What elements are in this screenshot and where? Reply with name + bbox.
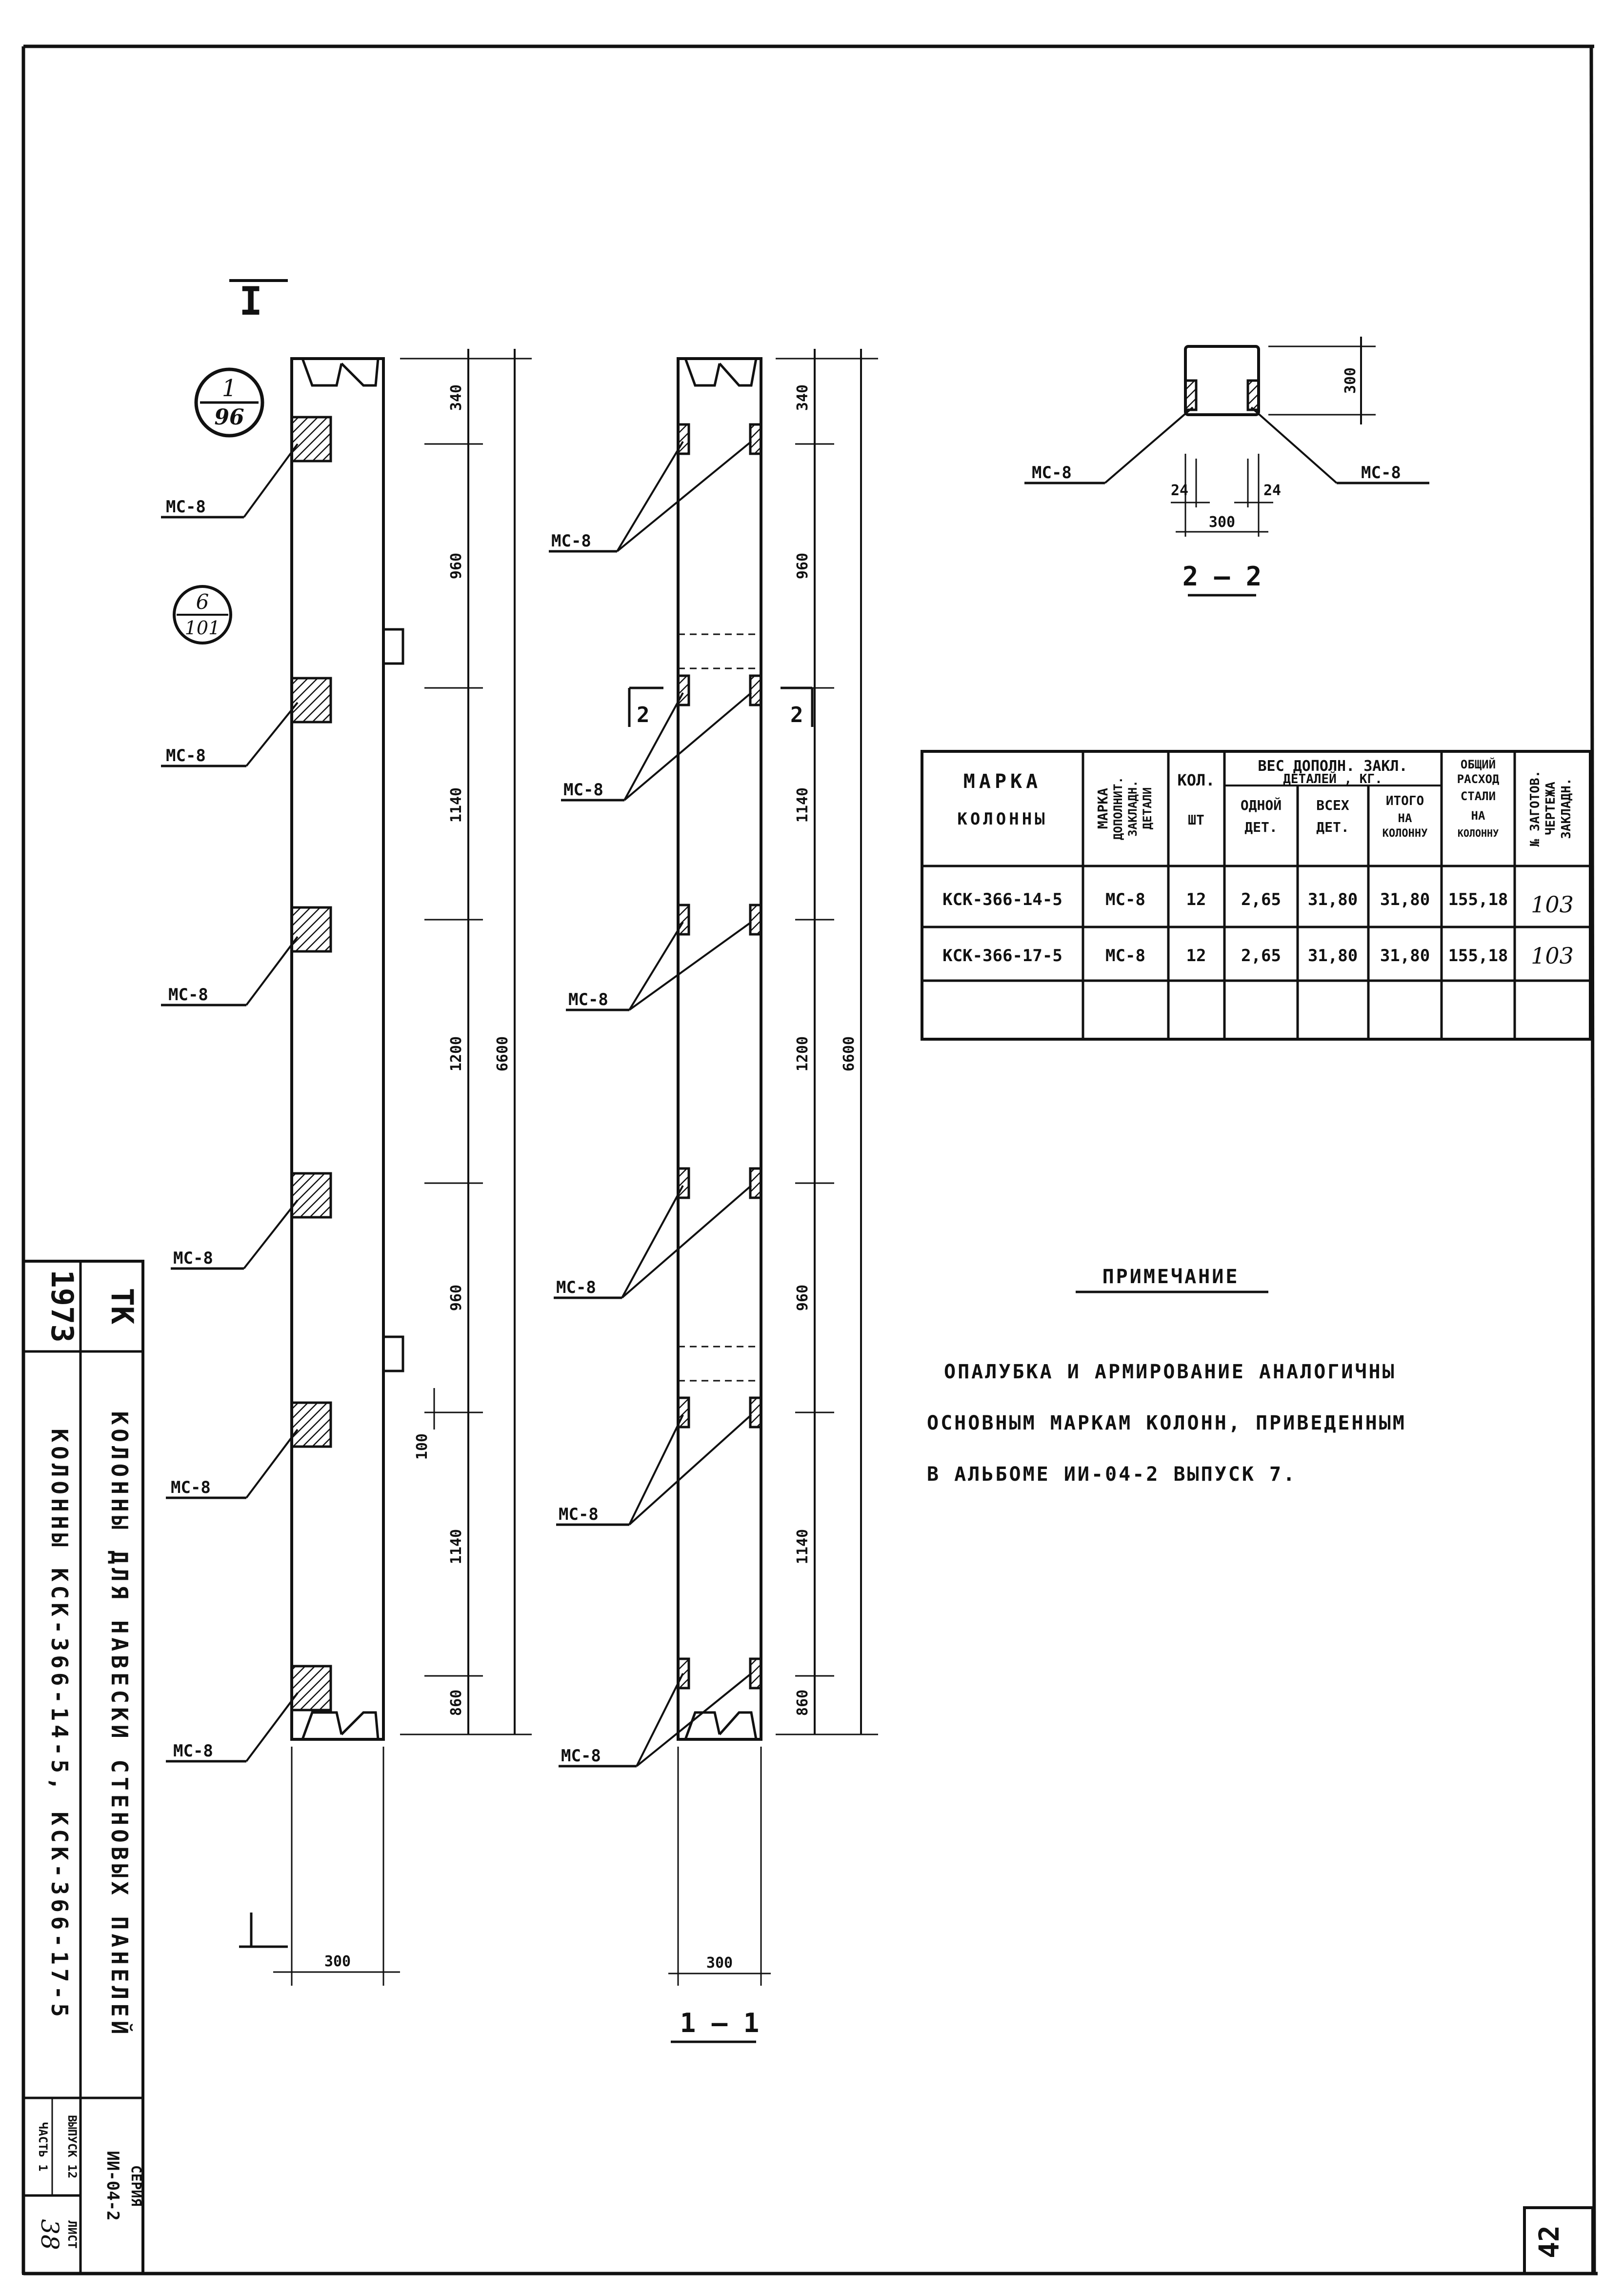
elevation-dimensions xyxy=(239,349,532,1986)
svg-text:СЕРИЯ: СЕРИЯ xyxy=(128,2165,144,2207)
svg-text:ОДНОЙ: ОДНОЙ xyxy=(1240,797,1282,813)
svg-text:МС-8: МС-8 xyxy=(551,531,591,551)
svg-text:1200: 1200 xyxy=(794,1036,811,1072)
svg-text:МС-8: МС-8 xyxy=(556,1278,596,1297)
title-block xyxy=(23,1261,144,2274)
embedded-label: МС-8 xyxy=(171,1478,211,1497)
svg-text:ДЕТАЛЕЙ , КГ.: ДЕТАЛЕЙ , КГ. xyxy=(1283,772,1383,786)
svg-text:ВЕС ДОПОЛН. ЗАКЛ.: ВЕС ДОПОЛН. ЗАКЛ. xyxy=(1258,758,1408,775)
svg-text:КОЛОННЫ: КОЛОННЫ xyxy=(957,809,1048,829)
svg-text:2: 2 xyxy=(790,703,803,727)
svg-text:6600: 6600 xyxy=(494,1036,511,1072)
embedded-label: МС-8 xyxy=(168,985,208,1005)
svg-text:96: 96 xyxy=(214,405,244,430)
title-line-2: КОЛОННЫ КСК-366-14-5, КСК-366-17-5 xyxy=(46,1429,73,2021)
table-row xyxy=(942,890,1574,918)
svg-text:1140: 1140 xyxy=(794,787,811,823)
svg-text:12: 12 xyxy=(1186,946,1206,966)
svg-text:ЗАКЛАДН.: ЗАКЛАДН. xyxy=(1126,780,1140,837)
svg-text:300: 300 xyxy=(1342,367,1359,394)
svg-text:КСК-366-17-5: КСК-366-17-5 xyxy=(942,946,1062,966)
svg-text:СТАЛИ: СТАЛИ xyxy=(1460,789,1496,803)
svg-text:ДОПОЛНИТ.: ДОПОЛНИТ. xyxy=(1111,776,1125,841)
embedded-label: МС-8 xyxy=(166,497,206,517)
svg-text:МС-8: МС-8 xyxy=(1105,946,1145,966)
note-title: ПРИМЕЧАНИЕ xyxy=(1102,1266,1240,1288)
svg-text:103: 103 xyxy=(1531,943,1574,969)
svg-text:ЧАСТЬ 1: ЧАСТЬ 1 xyxy=(36,2122,50,2172)
column-elevation xyxy=(161,279,532,1986)
svg-text:В АЛЬБОМЕ ИИ-04-2 ВЫПУСК 7.: В АЛЬБОМЕ ИИ-04-2 ВЫПУСК 7. xyxy=(927,1463,1297,1486)
svg-text:КОЛОННУ: КОЛОННУ xyxy=(1457,827,1499,839)
svg-text:ОБЩИЙ: ОБЩИЙ xyxy=(1460,758,1496,771)
svg-text:ДЕТ.: ДЕТ. xyxy=(1316,819,1349,835)
elevation-leaders xyxy=(161,444,298,1761)
page-number-box xyxy=(1524,2208,1593,2274)
embedded-plate xyxy=(292,417,331,461)
page-number: 42 xyxy=(1534,2225,1565,2258)
svg-text:300: 300 xyxy=(1208,514,1236,531)
embedded-plate xyxy=(292,907,331,951)
svg-text:ДЕТАЛИ: ДЕТАЛИ xyxy=(1141,787,1154,830)
svg-text:1200: 1200 xyxy=(448,1036,465,1072)
svg-text:960: 960 xyxy=(448,1284,465,1311)
svg-text:300: 300 xyxy=(706,1954,733,1972)
spec-table xyxy=(922,751,1590,1039)
svg-text:МС-8: МС-8 xyxy=(1361,463,1401,483)
svg-text:МАРКА: МАРКА xyxy=(963,770,1042,793)
svg-text:340: 340 xyxy=(794,384,811,411)
svg-text:2: 2 xyxy=(637,703,650,727)
svg-text:МС-8: МС-8 xyxy=(559,1505,599,1524)
svg-text:2,65: 2,65 xyxy=(1241,946,1281,966)
embedded-label: МС-8 xyxy=(173,1249,213,1268)
svg-text:МАРКА: МАРКА xyxy=(1095,787,1111,829)
embedded-plate xyxy=(292,1666,331,1710)
svg-text:31,80: 31,80 xyxy=(1380,946,1430,966)
svg-text:100: 100 xyxy=(414,1433,431,1460)
sheet-number: 38 xyxy=(36,2219,64,2250)
svg-text:КСК-366-14-5: КСК-366-14-5 xyxy=(942,890,1062,909)
section-leaders xyxy=(549,442,751,1766)
note-block xyxy=(927,1266,1406,1486)
svg-text:ЛИСТ: ЛИСТ xyxy=(65,2220,79,2249)
svg-text:ОСНОВНЫМ МАРКАМ КОЛОНН, ПРИВЕД: ОСНОВНЫМ МАРКАМ КОЛОНН, ПРИВЕДЕННЫМ xyxy=(927,1412,1406,1434)
column-section-1 xyxy=(549,349,878,2042)
svg-text:2,65: 2,65 xyxy=(1241,890,1281,909)
svg-text:960: 960 xyxy=(794,1284,811,1311)
svg-text:860: 860 xyxy=(794,1689,811,1716)
title-line-1: КОЛОННЫ ДЛЯ НАВЕСКИ СТЕНОВЫХ ПАНЕЛЕЙ xyxy=(106,1411,133,2038)
svg-text:24: 24 xyxy=(1171,482,1189,499)
embedded-plate xyxy=(292,678,331,722)
svg-text:МС-8: МС-8 xyxy=(563,780,603,800)
svg-text:155,18: 155,18 xyxy=(1448,890,1508,909)
svg-text:ЗАКЛАДН.: ЗАКЛАДН. xyxy=(1559,778,1574,839)
svg-text:МС-8: МС-8 xyxy=(1105,890,1145,909)
svg-text:155,18: 155,18 xyxy=(1448,946,1508,966)
svg-text:ВСЕХ: ВСЕХ xyxy=(1316,797,1349,813)
svg-text:300: 300 xyxy=(324,1953,351,1970)
svg-text:960: 960 xyxy=(448,552,465,580)
svg-text:ДЕТ.: ДЕТ. xyxy=(1244,819,1278,835)
svg-text:НА: НА xyxy=(1398,811,1412,825)
section-1-label: 1 – 1 xyxy=(680,2008,760,2038)
svg-text:103: 103 xyxy=(1531,891,1574,918)
svg-text:31,80: 31,80 xyxy=(1380,890,1430,909)
svg-text:ОПАЛУБКА И АРМИРОВАНИЕ АНАЛОГИ: ОПАЛУБКА И АРМИРОВАНИЕ АНАЛОГИЧНЫ xyxy=(944,1361,1396,1383)
svg-text:6600: 6600 xyxy=(841,1036,858,1072)
section-2-marks xyxy=(629,688,812,727)
svg-text:31,80: 31,80 xyxy=(1307,890,1358,909)
svg-text:340: 340 xyxy=(448,384,465,411)
svg-text:КОЛОННУ: КОЛОННУ xyxy=(1382,827,1428,840)
cross-section-2 xyxy=(1024,337,1429,595)
svg-text:НА: НА xyxy=(1471,809,1485,823)
svg-text:МС-8: МС-8 xyxy=(561,1746,601,1766)
embedded-plate xyxy=(292,1173,331,1217)
detail-bubble-1 xyxy=(196,369,262,436)
year: 1973 xyxy=(44,1269,80,1343)
section-mark-top: Ι xyxy=(239,279,263,324)
svg-text:ИИ-04-2: ИИ-04-2 xyxy=(103,2151,122,2221)
embedded-label: МС-8 xyxy=(166,746,206,765)
svg-text:МС-8: МС-8 xyxy=(1032,463,1072,483)
embedded-label: МС-8 xyxy=(173,1741,213,1761)
svg-text:МС-8: МС-8 xyxy=(568,990,608,1009)
svg-text:ЧЕРТЕЖА: ЧЕРТЕЖА xyxy=(1543,782,1558,835)
svg-text:12: 12 xyxy=(1186,890,1206,909)
section-2-label: 2 – 2 xyxy=(1182,561,1262,592)
svg-text:860: 860 xyxy=(448,1689,465,1716)
svg-text:31,80: 31,80 xyxy=(1307,946,1358,966)
svg-text:1140: 1140 xyxy=(448,1529,465,1565)
svg-text:РАСХОД: РАСХОД xyxy=(1457,772,1500,786)
svg-text:24: 24 xyxy=(1263,482,1282,499)
embedded-plate xyxy=(292,1403,331,1447)
svg-text:960: 960 xyxy=(794,552,811,580)
svg-text:ВЫПУСК 12: ВЫПУСК 12 xyxy=(65,2115,79,2179)
org: ТК xyxy=(104,1288,140,1325)
detail-bubble-6 xyxy=(174,586,231,643)
svg-text:6: 6 xyxy=(196,590,209,614)
svg-text:1140: 1140 xyxy=(448,787,465,823)
svg-text:КОЛ.: КОЛ. xyxy=(1177,771,1215,789)
section-plates xyxy=(678,424,761,1688)
svg-text:1140: 1140 xyxy=(794,1529,811,1565)
svg-text:ШТ: ШТ xyxy=(1188,812,1204,828)
svg-text:1: 1 xyxy=(221,375,237,402)
svg-text:101: 101 xyxy=(184,617,220,639)
svg-text:№ ЗАГОТОВ.: № ЗАГОТОВ. xyxy=(1528,770,1543,847)
svg-text:ИТОГО: ИТОГО xyxy=(1385,794,1424,808)
table-row xyxy=(942,943,1574,969)
